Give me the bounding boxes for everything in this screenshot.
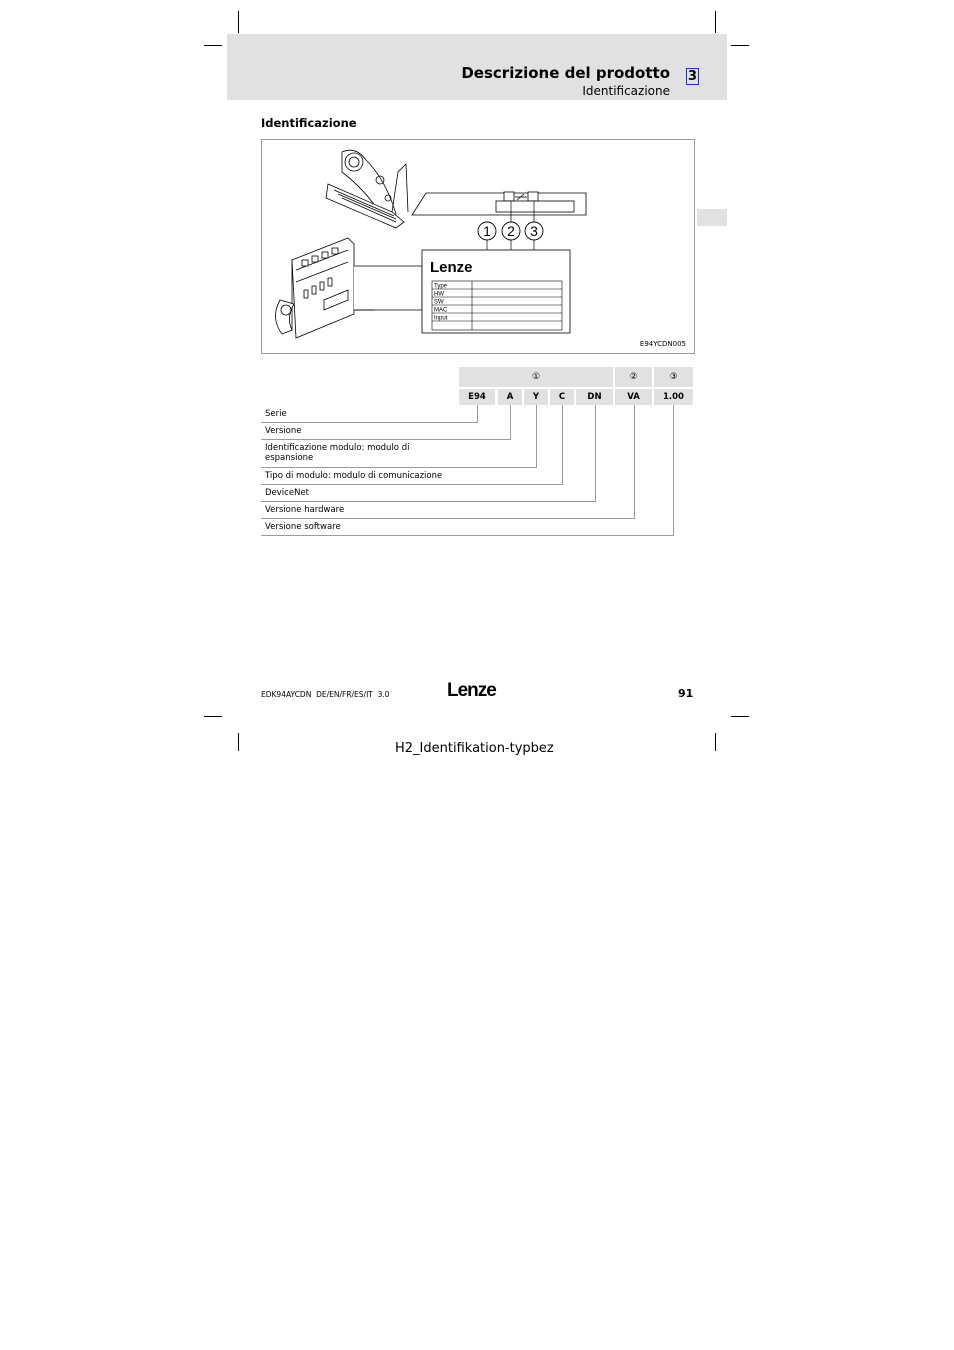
group-header-2: ② [615, 367, 652, 387]
code-cell-y: Y [524, 389, 548, 405]
row-label-identificazione: Identificazione modulo: modulo di espansione [265, 443, 410, 463]
code-cell-a: A [498, 389, 522, 405]
callout-2: 2 [507, 223, 515, 239]
code-leader [673, 405, 674, 536]
side-tab [697, 209, 727, 226]
crop-mark [238, 11, 239, 33]
code-leader [634, 405, 635, 519]
nameplate-brand: Lenze [430, 259, 473, 276]
row-rule [261, 535, 674, 536]
svg-text:Lenze: Lenze [447, 680, 496, 701]
page-title: Descrizione del prodotto [461, 64, 670, 82]
code-cell-e94: E94 [459, 389, 495, 405]
code-cell-va: VA [615, 389, 652, 405]
callout-3: 3 [530, 223, 538, 239]
device-illustration [262, 140, 694, 353]
callout-1: 1 [483, 223, 491, 239]
crop-mark [731, 45, 749, 46]
row-rule [261, 422, 478, 423]
module-side-view [412, 192, 586, 215]
row-rule [261, 484, 563, 485]
nameplate-field-type: Type [434, 283, 448, 290]
chapter-number[interactable]: 3 [687, 69, 698, 84]
crop-mark [715, 733, 716, 751]
nameplate [422, 250, 570, 333]
template-label: H2_Identifikation-typbez [395, 741, 554, 756]
nameplate-connector [354, 266, 422, 310]
figure-code: E94YCDN005 [639, 340, 686, 348]
group-header-3: ③ [654, 367, 693, 387]
code-leader [477, 405, 478, 423]
crop-mark [204, 716, 222, 717]
nameplate-field-sw: SW [434, 299, 444, 306]
group-header-1: ① [459, 367, 613, 387]
nameplate-field-input: Input [434, 315, 448, 322]
row-rule [261, 467, 537, 468]
code-cell-version: 1.00 [654, 389, 693, 405]
row-label-versione-hw: Versione hardware [265, 505, 345, 515]
row-rule [261, 439, 511, 440]
code-cell-c: C [550, 389, 574, 405]
section-heading: Identificazione [261, 116, 357, 130]
page-subtitle: Identificazione [582, 84, 670, 98]
crop-mark [238, 733, 239, 751]
footer-doc-id: EDK94AYCDN DE/EN/FR/ES/IT 3.0 [261, 690, 390, 699]
lenze-logo [447, 679, 507, 701]
row-label-versione: Versione [265, 426, 302, 436]
nameplate-field-hw: HW [434, 291, 444, 298]
crop-mark [731, 716, 749, 717]
nameplate-field-mac: MAC [434, 307, 448, 314]
code-leader [595, 405, 596, 502]
page-number: 91 [678, 687, 694, 700]
row-label-serie: Serie [265, 409, 287, 419]
row-rule [261, 518, 635, 519]
identification-figure [261, 139, 695, 354]
module-top-drawing [326, 150, 408, 228]
crop-mark [204, 45, 222, 46]
row-rule [261, 501, 596, 502]
code-cell-dn: DN [576, 389, 613, 405]
code-leader [562, 405, 563, 485]
footer-logo [447, 679, 507, 705]
code-leader [510, 405, 511, 440]
module-front-drawing [275, 238, 354, 338]
crop-mark [715, 11, 716, 33]
row-label-devicenet: DeviceNet [265, 488, 309, 498]
code-leader [536, 405, 537, 468]
row-label-versione-sw: Versione software [265, 522, 341, 532]
row-label-tipo-modulo: Tipo di modulo: modulo di comunicazione [265, 471, 443, 481]
